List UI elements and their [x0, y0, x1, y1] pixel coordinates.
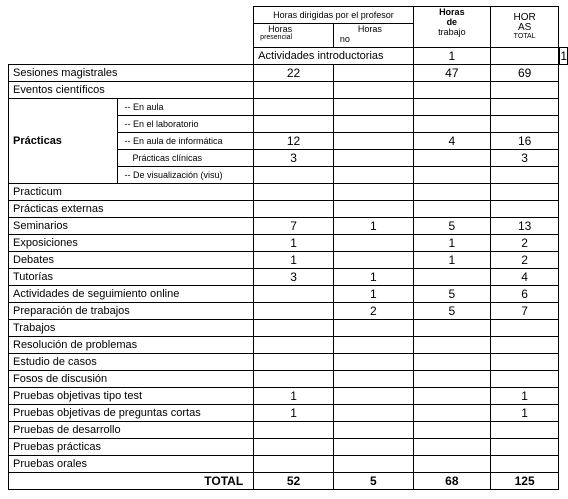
table-row: [9, 439, 568, 456]
cell-work: [413, 201, 490, 218]
cell-no-presencial: 5: [333, 473, 413, 490]
row-label: Sesiones magistrales: [9, 65, 254, 82]
table-row: [9, 269, 568, 286]
cell-presencial: 1: [254, 405, 334, 422]
cell-work: [413, 405, 490, 422]
cell-work: [413, 150, 490, 167]
row-label: Exposiciones: [9, 235, 254, 252]
table-row: [9, 218, 568, 235]
table-row: [9, 252, 568, 269]
cell-work: [413, 388, 490, 405]
cell-no-presencial: 1: [333, 286, 413, 303]
header-total-line1: HOR: [513, 12, 536, 23]
cell-total: 1: [490, 405, 558, 422]
cell-presencial: 1: [254, 235, 334, 252]
cell-no-presencial: 1: [333, 218, 413, 235]
cell-work: [413, 439, 490, 456]
cell-no-presencial: [333, 371, 413, 388]
row-label: Practicum: [9, 184, 254, 201]
cell-total: [490, 116, 558, 133]
table-row: [9, 405, 568, 422]
cell-total: [490, 371, 558, 388]
table-row: [9, 65, 568, 82]
row-label: Fosos de discusión: [9, 371, 254, 388]
table-row: [9, 82, 568, 99]
cell-no-presencial: [333, 82, 413, 99]
cell-work: 4: [413, 133, 490, 150]
row-label: Pruebas de desarrollo: [9, 422, 254, 439]
table-row-practicas: [9, 99, 568, 116]
row-label: Actividades de seguimiento online: [9, 286, 254, 303]
cell-no-presencial: [333, 167, 413, 184]
cell-no-presencial: [333, 184, 413, 201]
cell-total: [490, 82, 558, 99]
cell-presencial: [254, 439, 334, 456]
header-directed-hours: Horas dirigidas por el profesor: [254, 7, 414, 24]
cell-total: 16: [490, 133, 558, 150]
header-work-hours: [413, 7, 490, 48]
row-label: Pruebas objetivas tipo test: [9, 388, 254, 405]
cell-work: [413, 422, 490, 439]
table-row: [9, 184, 568, 201]
table-row: [9, 388, 568, 405]
cell-no-presencial: [333, 235, 413, 252]
row-label: Trabajos: [9, 320, 254, 337]
cell-total: [490, 354, 558, 371]
cell-work: [413, 167, 490, 184]
cell-presencial: [254, 286, 334, 303]
empty-corner-cell: [9, 7, 254, 65]
hours-table: [8, 6, 568, 490]
cell-total: [490, 184, 558, 201]
cell-presencial: [254, 201, 334, 218]
row-label: Pruebas orales: [9, 456, 254, 473]
cell-total: 7: [490, 303, 558, 320]
cell-presencial: [254, 116, 334, 133]
cell-work: 1: [413, 252, 490, 269]
cell-total: [490, 167, 558, 184]
header-presencial: [254, 24, 334, 48]
cell-presencial: [254, 320, 334, 337]
cell-presencial: [254, 354, 334, 371]
row-label: Debates: [9, 252, 254, 269]
table-row: [9, 235, 568, 252]
cell-no-presencial: [333, 456, 413, 473]
row-label: Preparación de trabajos: [9, 303, 254, 320]
cell-no-presencial: [333, 99, 413, 116]
cell-presencial: [254, 337, 334, 354]
cell-presencial: 7: [254, 218, 334, 235]
cell-work: [413, 337, 490, 354]
header-no-presencial-line1: Horas: [357, 24, 382, 34]
cell-work: 47: [413, 65, 490, 82]
cell-total: [490, 99, 558, 116]
cell-work: 5: [413, 303, 490, 320]
row-label: Pruebas objetivas de preguntas cortas: [9, 405, 254, 422]
header-total-line3: TOTAL: [513, 33, 536, 40]
cell-presencial: [254, 184, 334, 201]
header-work-line1: Horas: [439, 7, 465, 17]
cell-no-presencial: [333, 252, 413, 269]
cell-no-presencial: [490, 48, 558, 65]
cell-total: 1: [490, 388, 558, 405]
row-label: Estudio de casos: [9, 354, 254, 371]
cell-work: [413, 82, 490, 99]
cell-no-presencial: [333, 422, 413, 439]
table-row: [9, 320, 568, 337]
header-no-presencial-line2: no: [339, 34, 350, 44]
cell-presencial: 22: [254, 65, 334, 82]
cell-total: [490, 201, 558, 218]
cell-presencial: [254, 82, 334, 99]
table-row: [9, 303, 568, 320]
row-label: Actividades introductorias: [254, 48, 414, 65]
cell-work: [413, 184, 490, 201]
row-label: Prácticas externas: [9, 201, 254, 218]
cell-no-presencial: [333, 354, 413, 371]
cell-total: 125: [490, 473, 558, 490]
practicas-group-label: Prácticas: [9, 99, 118, 184]
cell-no-presencial: [333, 439, 413, 456]
cell-total: [490, 456, 558, 473]
row-label: Pruebas prácticas: [9, 439, 254, 456]
cell-work: [413, 320, 490, 337]
header-total-hours: [490, 7, 558, 48]
cell-total: 2: [490, 252, 558, 269]
practicas-subrow-label: -- En aula: [118, 99, 254, 116]
practicas-subrow-label: -- En el laboratorio: [118, 116, 254, 133]
cell-no-presencial: [333, 405, 413, 422]
cell-presencial: 3: [254, 269, 334, 286]
cell-no-presencial: [333, 65, 413, 82]
cell-presencial: 1: [254, 388, 334, 405]
cell-no-presencial: [333, 133, 413, 150]
cell-total: 3: [490, 150, 558, 167]
header-no-presencial: [333, 24, 413, 48]
cell-presencial: [254, 303, 334, 320]
practicas-subrow-label: Prácticas clínicas: [118, 150, 254, 167]
table-row: [9, 422, 568, 439]
table-row: [9, 371, 568, 388]
cell-work: [413, 99, 490, 116]
row-label: Eventos científicos: [9, 82, 254, 99]
cell-presencial: [254, 167, 334, 184]
cell-no-presencial: 2: [333, 303, 413, 320]
total-label: TOTAL: [9, 473, 254, 490]
cell-total: 2: [490, 235, 558, 252]
practicas-subrow-label: -- En aula de informática: [118, 133, 254, 150]
cell-total: [490, 320, 558, 337]
cell-work: [413, 371, 490, 388]
cell-work: [413, 116, 490, 133]
cell-no-presencial: [333, 150, 413, 167]
cell-work: 5: [413, 218, 490, 235]
cell-no-presencial: [333, 116, 413, 133]
header-total-line2: AS: [517, 22, 532, 33]
cell-presencial: 12: [254, 133, 334, 150]
table-row: [9, 456, 568, 473]
cell-presencial: [254, 371, 334, 388]
cell-total: 13: [490, 218, 558, 235]
cell-total: 4: [490, 269, 558, 286]
cell-presencial: 3: [254, 150, 334, 167]
cell-no-presencial: [333, 201, 413, 218]
table-row: [9, 201, 568, 218]
cell-work: 5: [413, 286, 490, 303]
table-row: [9, 286, 568, 303]
header-presencial-line2: presencial: [260, 34, 293, 41]
total-row: [9, 473, 568, 490]
cell-total: [490, 337, 558, 354]
cell-presencial: 1: [254, 252, 334, 269]
cell-work: 1: [413, 235, 490, 252]
cell-no-presencial: [333, 320, 413, 337]
header-work-line2: de: [446, 17, 458, 27]
header-presencial-line1: Horas: [268, 24, 293, 34]
cell-work: 68: [413, 473, 490, 490]
cell-work: [413, 269, 490, 286]
cell-presencial: [254, 99, 334, 116]
cell-no-presencial: [333, 337, 413, 354]
cell-no-presencial: [333, 388, 413, 405]
hours-table-document: [8, 6, 568, 490]
cell-total: [490, 422, 558, 439]
practicas-subrow-label: -- De visualización (visu): [118, 167, 254, 184]
row-label: Tutorías: [9, 269, 254, 286]
cell-total: 6: [490, 286, 558, 303]
table-row: [9, 354, 568, 371]
cell-work: [413, 354, 490, 371]
cell-presencial: 1: [413, 48, 490, 65]
cell-work: [413, 456, 490, 473]
row-label: Seminarios: [9, 218, 254, 235]
cell-presencial: [254, 456, 334, 473]
row-label: Resolución de problemas: [9, 337, 254, 354]
cell-total: 69: [490, 65, 558, 82]
cell-total: 1: [560, 48, 567, 63]
cell-total: [490, 439, 558, 456]
cell-presencial: [254, 422, 334, 439]
table-row: [9, 337, 568, 354]
cell-presencial: 52: [254, 473, 334, 490]
cell-no-presencial: 1: [333, 269, 413, 286]
header-work-line3: trabajo: [438, 27, 466, 37]
